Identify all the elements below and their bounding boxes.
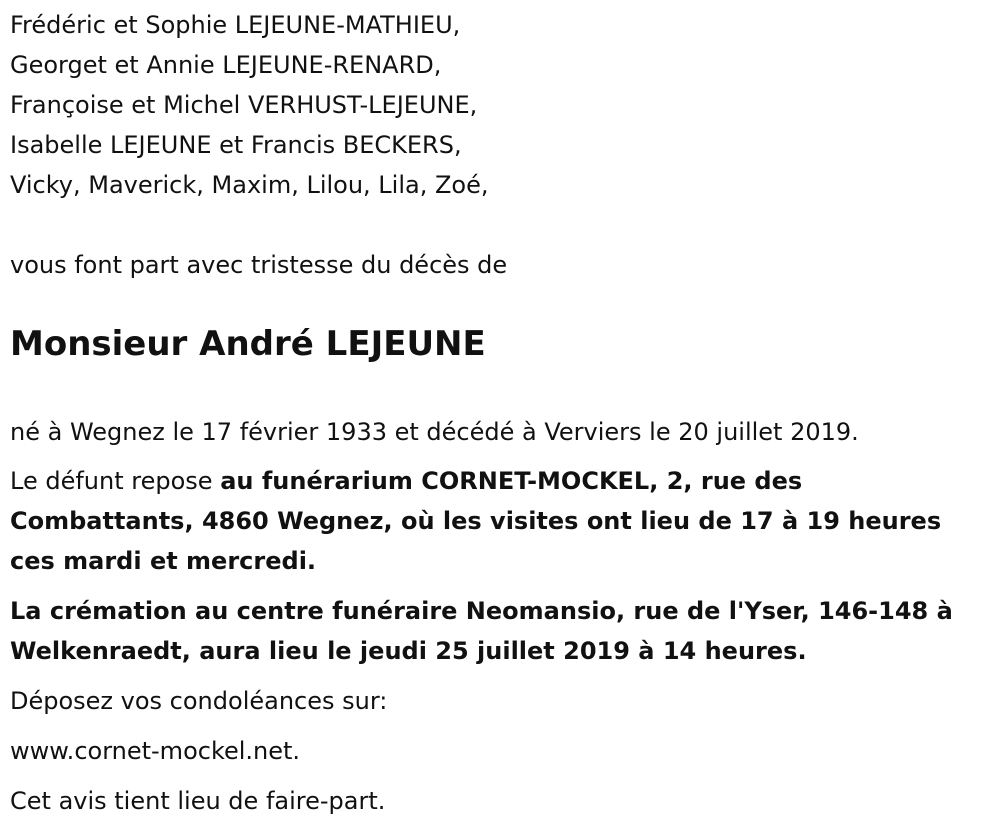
family-list [10,5,985,205]
closing-note: Cet avis tient lieu de faire-part. [10,787,386,815]
family-line: Georget et Annie LEJEUNE-RENARD, [10,51,442,79]
family-line: Françoise et Michel VERHUST-LEJEUNE, [10,91,478,119]
website-text: www.cornet-mockel.net. [10,737,301,765]
funerarium-details: au funérarium CORNET-MOCKEL, 2, rue des Combattants, 4860 Wegnez, où les visites ont lieu de 17 à 19 heures ces mardi et mercredi. [10,467,942,575]
family-line: Vicky, Maverick, Maxim, Lilou, Lila, Zoé, [10,171,489,199]
obituary-notice [10,0,985,821]
cremation-details: La crémation au centre funéraire Neomansio, rue de l'Yser, 146-148 à Welkenraedt, aura lieu le jeudi 25 juillet 2019 à 14 heures. [10,597,953,665]
condolences-label: Déposez vos condoléances sur: [10,687,388,715]
birth-death-info: né à Wegnez le 17 février 1933 et décédé à Verviers le 20 juillet 2019. [10,418,859,446]
announcement-text: vous font part avec tristesse du décès de [10,251,508,279]
rest-info [10,461,985,581]
deceased-name: Monsieur André LEJEUNE [10,324,486,364]
family-line: Frédéric et Sophie LEJEUNE-MATHIEU, [10,11,461,39]
rest-intro: Le défunt repose [10,467,221,495]
cremation-info [10,591,985,671]
family-line: Isabelle LEJEUNE et Francis BECKERS, [10,131,462,159]
